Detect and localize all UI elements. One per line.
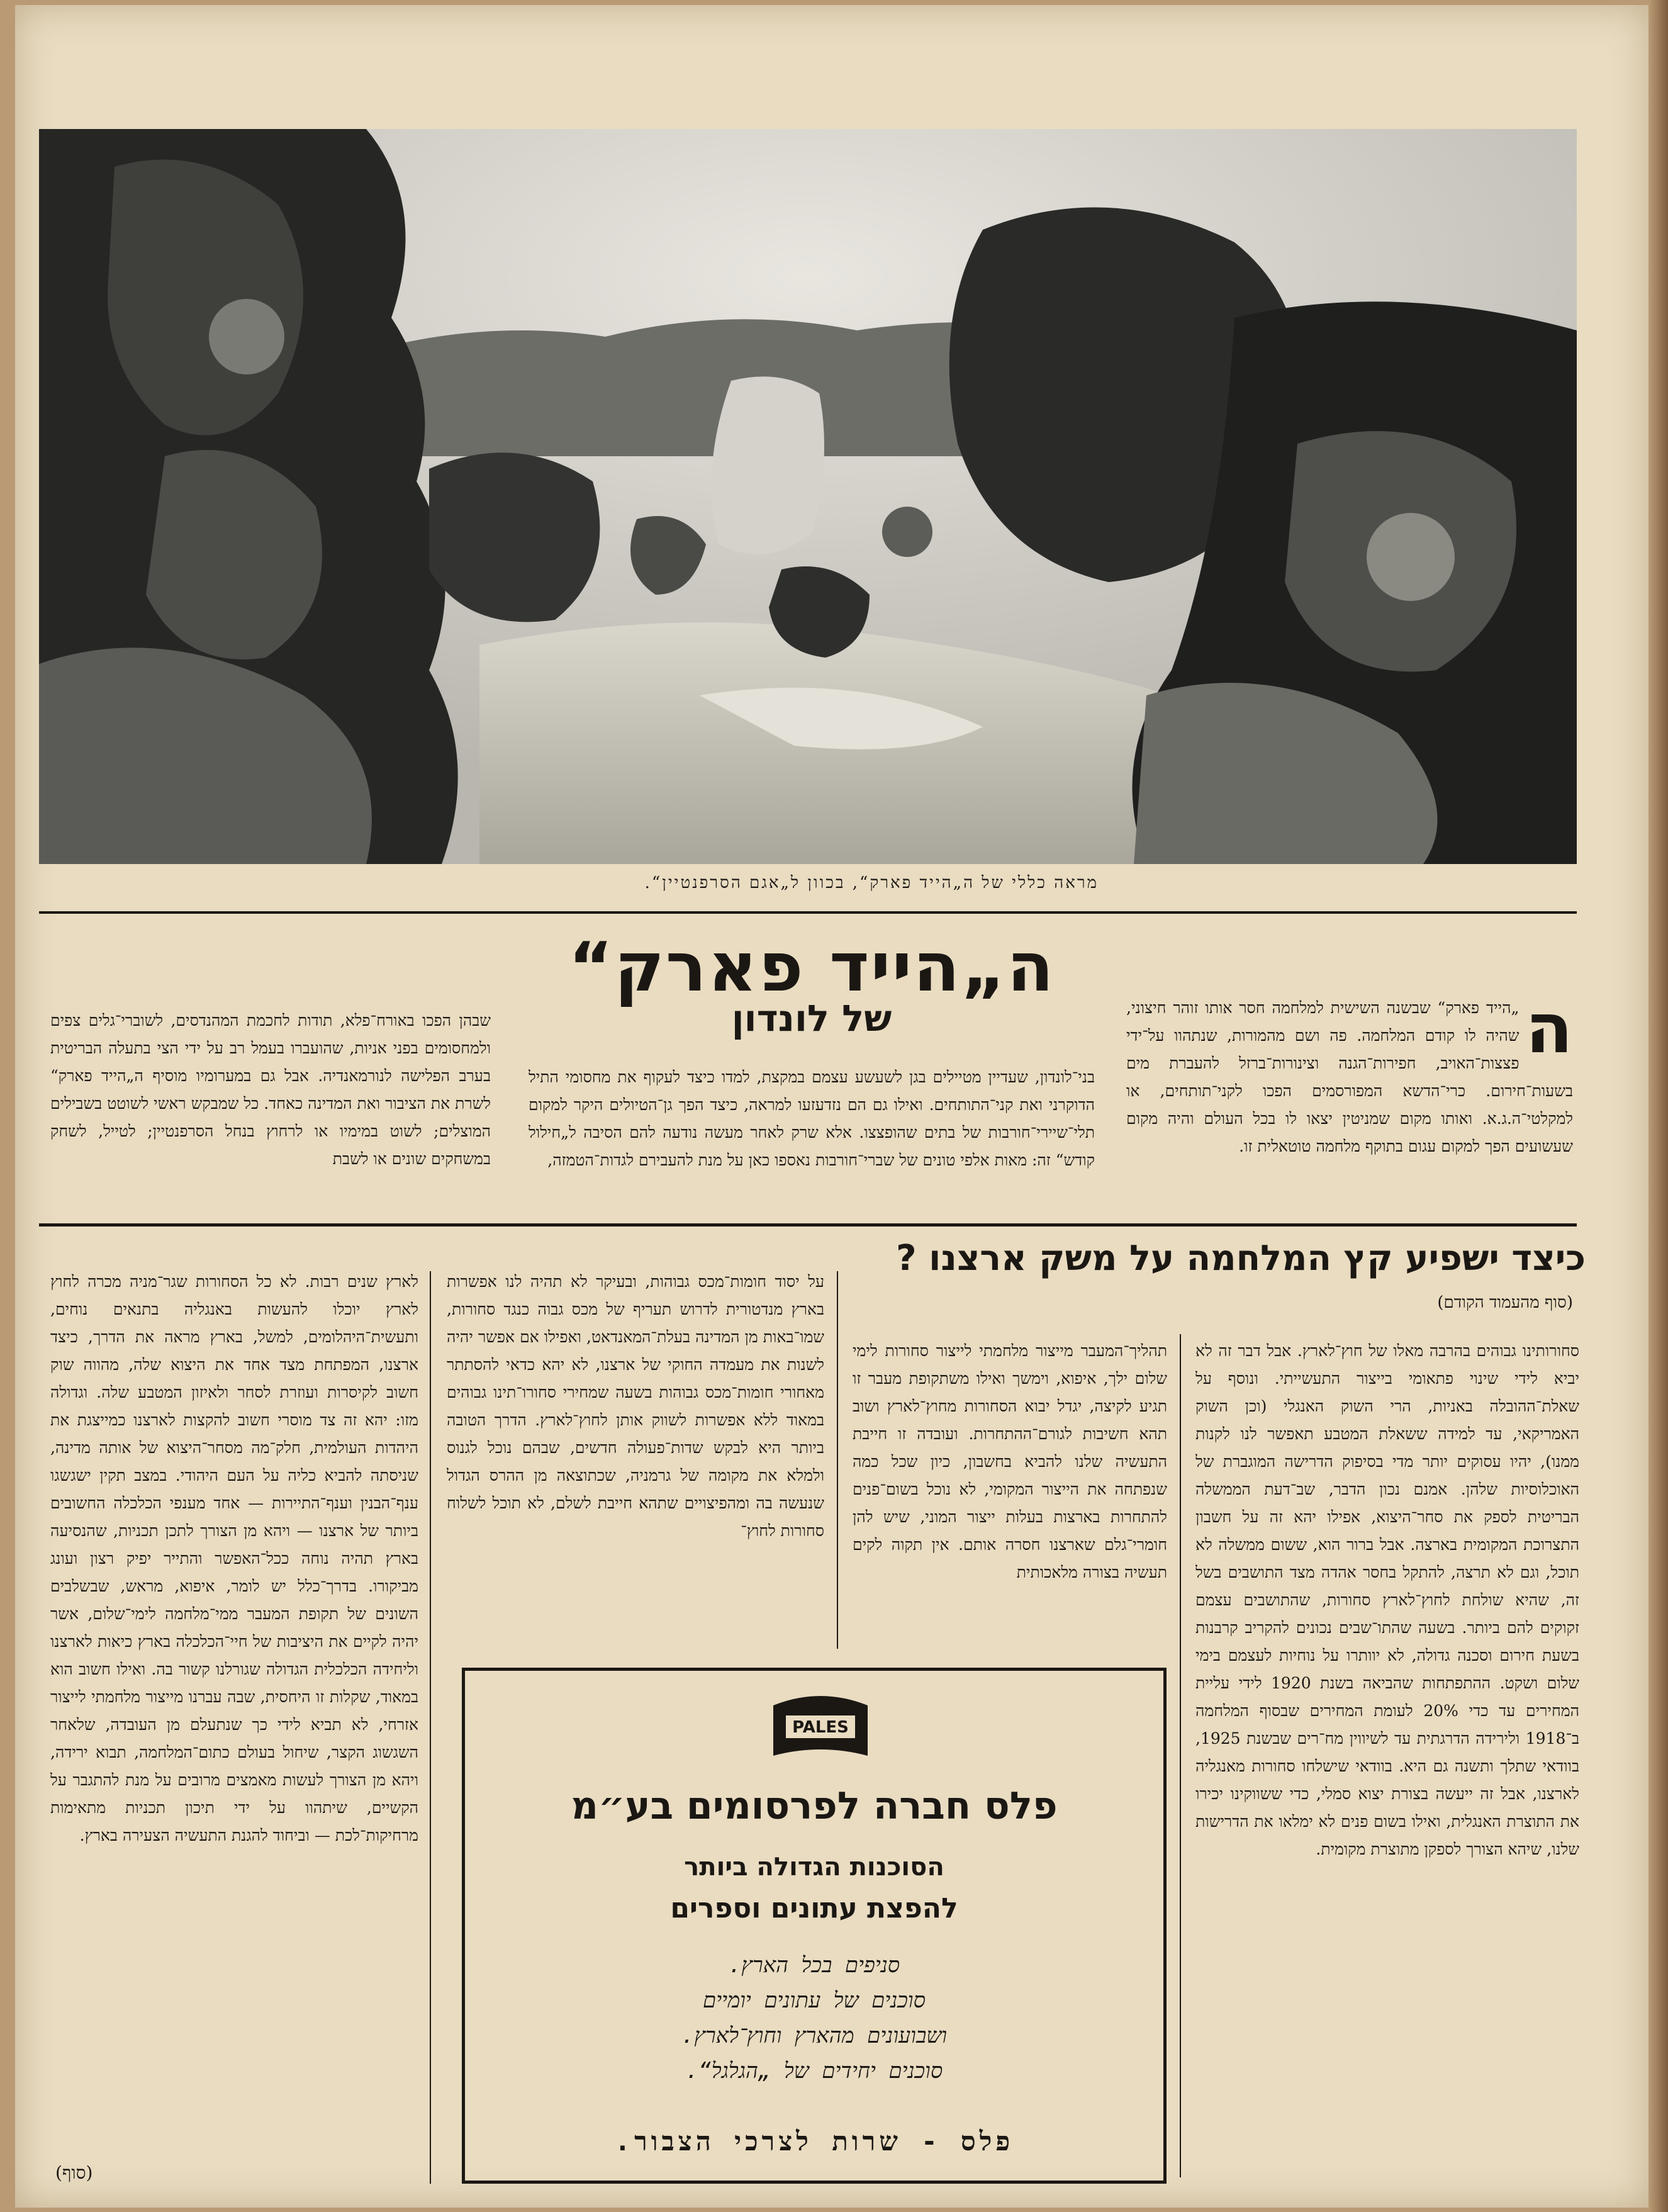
- divider-top: [39, 911, 1577, 914]
- article1-column-left: [50, 1007, 491, 1221]
- park-landscape-image: [39, 129, 1577, 864]
- article-subhead: של לונדון: [731, 997, 892, 1040]
- ad-tagline: הסוכנות הגדולה ביותר: [684, 1853, 944, 1882]
- article2-text-4: לארץ שנים רבות. לא כל הסחורות שגר־מניה מכרה לחוץ לארץ יוכלו להעשות באנגליה בתנאים נוחים, ותעשית־היהלומים, למשל, בארץ מראה את הדרך, כיצד ארצנו, המפתחת מצד אחד את היצוא שלה, מהווה שוק חשוב לקיסרות ועוזרת לסחר ולאיזון המטבע שלה. וגדולה מזו: יהא זה צד מוסרי חשוב להקצות לארצנו כמייצגת את היהדות העולמית, חלק־מה מסחר־היצוא של אותה מדינה, שניסתה להביא כליה על העם היהודי. במצב תקין ישגשגו ענף־הבנין וענף־התיירות — אחד מענפי הכלכלה החשובים ביותר של ארצנו — ויהא מן הצורך לתכן תכניות, שהנסיעה בארץ תהיה נוחה ככל־האפשר והתייר יפיק רצון ועונג מביקורו. בדרך־כלל יש לומר, איפוא, מראש, שבשלבים השונים של תקופת המעבר ממי־מלחמה לימי־שלום, אשר יהיה לקיים את היציבות של חיי־הכלכלה בארץ כיאות לארצנו וליחידה הכלכלית הגדולה שגורלנו קשור בה. ואילו חשוב הוא במאוד, שקלות זו היחסית, שבה עברנו מייצור מלחמתי לייצור אזרחי, לא תביא לידי כך שנתעלם מן העובדה, שלאחר השגשוג הקצר, שיחול בעולם כתום־המלחמה, תבוא ירידה, ויהא מן הצורך לעשות מאמצים מרובים על מנת להתגבר על הקשיים, שיתהוו על ידי תיכון תכניות מתאימות מרחיקות־לכת — וביחוד להגנת התעשיה הצעירה בארץ.: [50, 1272, 418, 1844]
- photo-caption: מראה כללי של ה„הייד פארק“, בכוון ל„אגם הסרפנטיין“.: [644, 873, 1099, 892]
- logo-text: PALES: [792, 1718, 849, 1737]
- article1-paragraph-1: „הייד פארק“ שבשנה השישית למלחמה חסר אותו זוהר חיצוני, שהיה לו קודם המלחמה. פה ושם מהמורות, שנתהוו על־ידי פצצות־האויב, חפירות־הגנה וצינורות־ברזל להעברת מים בשעות־חירום. כרי־הדשא המפורסמים הפכו לקני־תותחים, או למקלטי־ה.ג.א. ואותו מקום שמניטין יצאו לו בכל העולם והיה מקום שעשועים הפך למקום עגום בתוקף מלחמה טוטאלית זו.: [1126, 999, 1573, 1155]
- article1-column-middle: [529, 1064, 1095, 1221]
- article2-title: כיצד ישפיע קץ המלחמה על משק ארצנו ?: [896, 1238, 1586, 1279]
- divider-middle: [39, 1223, 1577, 1227]
- column-divider: [837, 1271, 838, 1649]
- article-headline: ה„הייד פארק“: [568, 928, 1055, 1007]
- article2-column-4: [50, 1268, 418, 2155]
- end-marker: (סוף): [55, 2162, 93, 2183]
- pales-logo: [767, 1687, 874, 1765]
- drop-cap: ה: [1525, 994, 1573, 1069]
- column-divider: [1180, 1334, 1181, 2177]
- article2-subtitle: (סוף מהעמוד הקודם): [1437, 1293, 1573, 1312]
- article2-text-1: סחורותינו גבוהים בהרבה מאלו של חוץ־לארץ. אבל דבר זה לא יביא לידי שינוי פתאומי בייצור התעשייתי. ונוסף על שאלת־ההובלה באניות, הרי השוק האנגלי (וכן השוק האמריקאי, עד למידה ששאלת המטבע תאפשר לנו לקנות ממנו), יהיו עסוקים יותר מדי בסיפוק הדרישה המוגברת של האוכלוסיות שלהן. אמנם נכון הדבר, שב־דעת הממשלה הבריטית לספק את סחר־היצוא, אפילו יהא זה על חשבון התצרוכת המקומית בארצה. אבל ברור הוא, ששום ממשלה לא תוכל, וגם לא תרצה, להתקל בחסר אהדה מצד התושבים בשל זה, שהיא שולחת לחוץ־לארץ סחורות, שהתושבים עצמם זקוקים להם ביותר. בשעה שהתו־שבים נכונים להקריב קרבנות בשעת חירום וסכנה גדולה, לא יוותרו על נוחיות לעצמם בימי שלום ושקט. ההתפתחות שהביאה בשנת 1920 לידי עליית המחירים עד כדי 20% לעומת המחירים שבסוף המלחמה ב־1918 ולירידה הדרגתית עד לשיווין מח־רים שבשנת 1925, בוודאי שתלך ותשנה גם היא. בוודאי שישלחו סחורות מאנגליה לארצנו, אבל זה ייעשה בצורת יצוא סמלי, כדי ששווקינו יכירו את התוצרת האנגלית, ואילו בשום פנים לא ימלאו את הדרישות שלנו, שיהא הצורך לספקן מתוצרת מקומית.: [1195, 1342, 1579, 1858]
- article2-text-2: תהליך־המעבר מייצור מלחמתי לייצור סחורות לימי שלום ילך, איפוא, וימשך ואילו משתקופת מעבר זו תגיע לקיצה, יגדל יבוא הסחורות מחוץ־לארץ ושוב תהא חשיבות לגורם־ההתחרות. ועובדה זו חייבת התעשיה שלנו להביא בחשבון, כיון שכל כמה שנפתחה את הייצור המקומי, לא נוכל בשום־פנים להתחרות בארצות בעלות ייצור המוני, שיש להן חומרי־גלם שארצנו חסרה אותם. אין תקוה לקים תעשיה בצורה מלאכותית: [853, 1342, 1167, 1581]
- ad-line: ושבועונים מהארץ וחוץ־לארץ.: [681, 2023, 948, 2048]
- ad-line: סוכנים יחידים של „הגלגל“.: [685, 2058, 943, 2084]
- column-divider: [430, 1271, 431, 2184]
- article2-column-1: [1195, 1337, 1579, 2184]
- ad-line: סוכנים של עתונים יומיים: [703, 1988, 926, 2013]
- article2-text-3: על יסוד חומות־מכס גבוהות, ובעיקר לא תהיה לנו אפשרות בארץ מנדטורית לדרוש תעריף של מכס גבוה כנגד סחורות, שמו־באות מן המדינה בעלת־המאנדאט, ואפילו אם אפשר יהיה לשנות את מעמדה החוקי של ארצנו, לא יהא כדאי להסתתר מאחורי חומות־מכס גבוהות בשעה שמחירי סחורו־תינו גבוהים במאוד ללא אפשרות לשווק אותן לחוץ־לארץ. הדרך הטובה ביותר היא לבקש שדות־פעולה חדשים, שבהם נוכל לגנוס ולמלא את מקומה של גרמניה, שכתוצאה מן ההרס הגדול שנעשה בה ומהפיצויים שתהא חייבת לשלם, לא תוכל לשלוח סחורות לחוץ־: [447, 1272, 824, 1540]
- ad-company-name: פלס חברה לפרסומים בע״מ: [571, 1784, 1058, 1828]
- article1-paragraph-2: בני־לונדון, שעדיין מטיילים בגן לשעשע עצמם במקצת, למדו כיצד לעקוף את מחסומי התיל הדוקרני ואת קני־התותחים. ואילו גם הם נזדעזעו למראה, כיצד הפך גן־הטיולים היקר למקום תלי־שיירי־חורבות של בתים שהופצצו. אלא שרק לאחר מעשה נודעה להם הסיבה ל„חילול קודש“ זה: מאות אלפי טונים של שברי־חורבות נאספו כאן על מנת להעבירם לגדות־הטמזה,: [529, 1068, 1095, 1169]
- article1-paragraph-3: שבהן הפכו באורח־פלא, תודות לחכמת המהנדסים, לשוברי־גלים צפים ולמחסומים בפני אניות, שהועברו בעמל רב על ידי הצי בתעלה הבריטית בערב הפלישה לנורמאנדיה. אבל גם במערומיו מוסיף ה„הייד פארק“ לשרת את הציבור ואת המדינה כאחד. כל שמבקש ראשי לשוטט בשבילים המוצלים; לשוט במימיו או לרחוץ בנחל הסרפנטיין; לטייל, לשחק במשחקים שונים או לשבת: [50, 1011, 491, 1168]
- article2-column-3: [447, 1268, 824, 1658]
- ad-tagline: להפצת עתונים וספרים: [670, 1892, 958, 1924]
- hyde-park-photo: [39, 129, 1577, 864]
- ad-footer-slogan: פלס - שרות לצרכי הצבור.: [614, 2126, 1014, 2157]
- pales-advertisement: [462, 1668, 1167, 2184]
- article1-column-right: [1126, 994, 1573, 1215]
- ad-services-list: [465, 1948, 1163, 2089]
- article2-column-2: [853, 1337, 1167, 1652]
- page-edge: [1649, 0, 1668, 2212]
- ad-line: סניפים בכל הארץ.: [728, 1953, 900, 1978]
